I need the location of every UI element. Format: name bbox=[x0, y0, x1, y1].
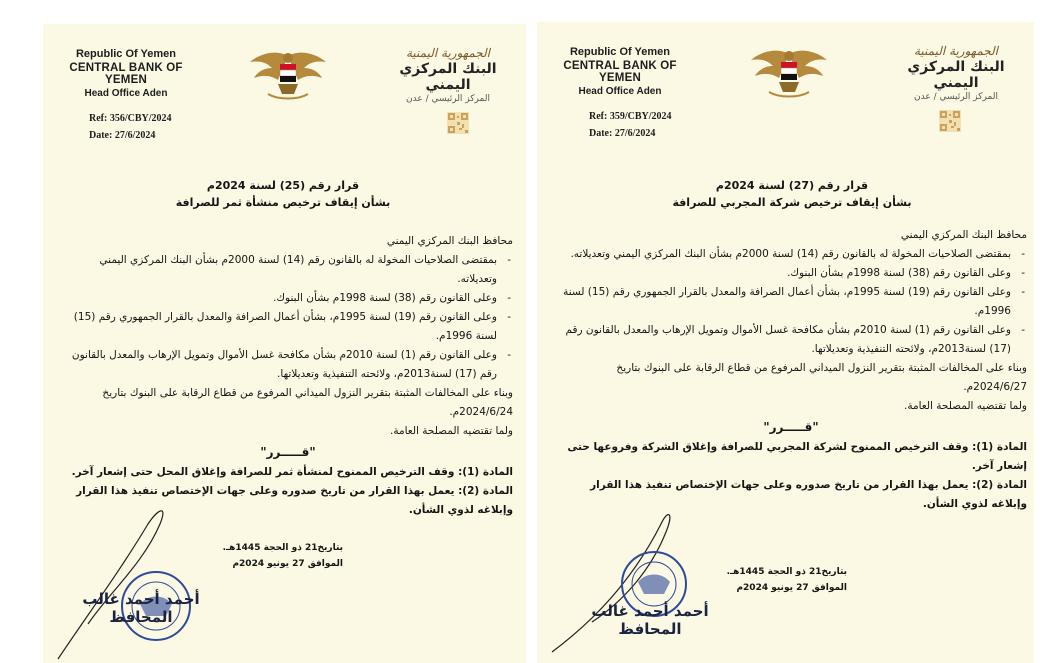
qr-code-icon bbox=[939, 110, 961, 132]
article-1: المادة (1): وقف الترخيص الممنوح لشركة المجربي للصرافة وإغلاق الشركة وفروعها حتى إشعار آخر. bbox=[567, 441, 1027, 472]
reference-date: Date: 27/6/2024 bbox=[589, 128, 656, 139]
body-item: - وعلى القانون رقم (1) لسنة 2010م بشأن مكافحة غسل الأموال وتمويل الإرهاب والمعدل بالقانون رقم (17) لسنة2013م، ولائحته التنفيذية وتعديلاتها. bbox=[63, 346, 513, 384]
decision-document-25 bbox=[43, 24, 526, 663]
country-name: Republic Of Yemen bbox=[75, 48, 177, 60]
body-item: - وعلى القانون رقم (38) لسنة 1998م بشأن البنوك. bbox=[555, 264, 1027, 283]
arabic-bank-name: البنك المركزي اليمني bbox=[399, 61, 497, 93]
arabic-country-name: الجمهورية اليمنية bbox=[405, 46, 490, 60]
bank-name: CENTRAL BANK OF YEMEN bbox=[563, 60, 677, 84]
body-based-on: وبناء على المخالفات المثبتة بتقرير النزول الميداني المرفوع من قطاع الرقابة على البنوك بتاريخ 2024/6/27م. bbox=[616, 362, 1027, 393]
signatory-title: المحافظ bbox=[109, 608, 173, 626]
body-public-interest: ولما تقتضيه المصلحة العامة. bbox=[389, 425, 513, 437]
reference-number: Ref: 359/CBY/2024 bbox=[589, 111, 672, 122]
eagle-emblem-icon bbox=[248, 48, 328, 102]
country-name: Republic Of Yemen bbox=[569, 46, 671, 58]
signatory bbox=[585, 602, 715, 638]
reference-date: Date: 27/6/2024 bbox=[89, 130, 156, 141]
bank-name: CENTRAL BANK OF YEMEN bbox=[69, 62, 183, 86]
office-name: Head Office Aden bbox=[578, 86, 662, 97]
article-2: المادة (2): يعمل بهذا القرار من تاريخ صدوره وعلى جهات الإختصاص تنفيذ هذا القرار وإبلاغه لذوي الشأن. bbox=[590, 479, 1027, 510]
decided-heading: "قـــــرر" bbox=[763, 420, 819, 434]
signatory-name: أحمد أحمد غالب bbox=[82, 590, 200, 608]
signatory bbox=[81, 590, 201, 626]
qr-code-icon bbox=[447, 112, 469, 134]
letterhead-arabic bbox=[886, 44, 1026, 102]
decision-document-27 bbox=[537, 22, 1034, 663]
reference-number: Ref: 356/CBY/2024 bbox=[89, 113, 172, 124]
letterhead-english bbox=[545, 46, 695, 97]
signature-stamp-icon bbox=[48, 464, 248, 663]
gregorian-date: الموافق 27 يونيو 2024م bbox=[232, 559, 343, 569]
body-intro: محافظ البنك المركزي اليمني bbox=[900, 229, 1027, 241]
letterhead-arabic bbox=[378, 46, 518, 104]
body-public-interest: ولما تقتضيه المصلحة العامة. bbox=[903, 400, 1027, 412]
decision-title bbox=[662, 177, 922, 211]
decision-number: قرار رقم (27) لسنة 2024م bbox=[715, 179, 869, 192]
hijri-date: بتاريخ21 ذو الحجة 1445هـ. bbox=[222, 543, 343, 553]
article-1: المادة (1): وقف الترخيص الممنوح لمنشأة ثمر للصرافة وإغلاق المحل حتى إشعار آخر. bbox=[71, 466, 513, 478]
signatory-name: أحمد أحمد غالب bbox=[591, 602, 709, 620]
decision-title bbox=[163, 177, 403, 211]
hijri-date: بتاريخ21 ذو الحجة 1445هـ. bbox=[726, 567, 847, 577]
body-item: - وعلى القانون رقم (19) لسنة 1995م، بشأن أعمال الصرافة والمعدل بالقرار الجمهوري رقم (15) لسنة 1996م. bbox=[555, 283, 1027, 321]
body-intro: محافظ البنك المركزي اليمني bbox=[386, 235, 513, 247]
arabic-office-name: المركز الرئيسي / عدن bbox=[914, 92, 998, 102]
body-item: - وعلى القانون رقم (19) لسنة 1995م، بشأن أعمال الصرافة والمعدل بالقرار الجمهوري رقم (15) لسنة 1996م. bbox=[63, 308, 513, 346]
reference-block bbox=[589, 108, 672, 142]
arabic-bank-name: البنك المركزي اليمني bbox=[907, 59, 1005, 91]
eagle-emblem-icon bbox=[749, 46, 829, 100]
body-item: - بمقتضى الصلاحيات المخولة له بالقانون رقم (14) لسنة 2000م بشأن البنك المركزي اليمني وتعديلاته. bbox=[555, 245, 1027, 264]
signatory-title: المحافظ bbox=[618, 620, 682, 638]
body-item: - بمقتضى الصلاحيات المخولة له بالقانون رقم (14) لسنة 2000م بشأن البنك المركزي اليمني وتعديلاته. bbox=[63, 251, 513, 289]
decided-heading: "قـــــرر" bbox=[260, 445, 316, 459]
body-item: - وعلى القانون رقم (1) لسنة 2010م بشأن مكافحة غسل الأموال وتمويل الإرهاب والمعدل بالقانون رقم (17) لسنة2013م، ولائحته التنفيذية وتعديلاتها. bbox=[555, 321, 1027, 359]
article-2: المادة (2): يعمل بهذا القرار من تاريخ صدوره وعلى جهات الإختصاص تنفيذ هذا القرار وإبلاغه لذوي الشأن. bbox=[76, 485, 513, 516]
decision-number: قرار رقم (25) لسنة 2024م bbox=[206, 179, 360, 192]
body-item: - وعلى القانون رقم (38) لسنة 1998م بشأن البنوك. bbox=[63, 289, 513, 308]
arabic-office-name: المركز الرئيسي / عدن bbox=[406, 94, 490, 104]
decision-body bbox=[555, 226, 1027, 514]
arabic-country-name: الجمهورية اليمنية bbox=[913, 44, 998, 58]
gregorian-date: الموافق 27 يونيو 2024م bbox=[736, 583, 847, 593]
letterhead-english bbox=[51, 48, 201, 99]
office-name: Head Office Aden bbox=[84, 88, 168, 99]
decision-subject: بشأن إيقاف ترخيص منشأة ثمر للصرافة bbox=[175, 196, 391, 209]
decision-subject: بشأن إيقاف ترخيص شركة المجربي للصرافة bbox=[672, 196, 912, 209]
body-based-on: وبناء على المخالفات المثبتة بتقرير النزول الميداني المرفوع من قطاع الرقابة على البنوك بتاريخ 2024/6/24م. bbox=[102, 387, 513, 418]
reference-block bbox=[89, 110, 172, 144]
